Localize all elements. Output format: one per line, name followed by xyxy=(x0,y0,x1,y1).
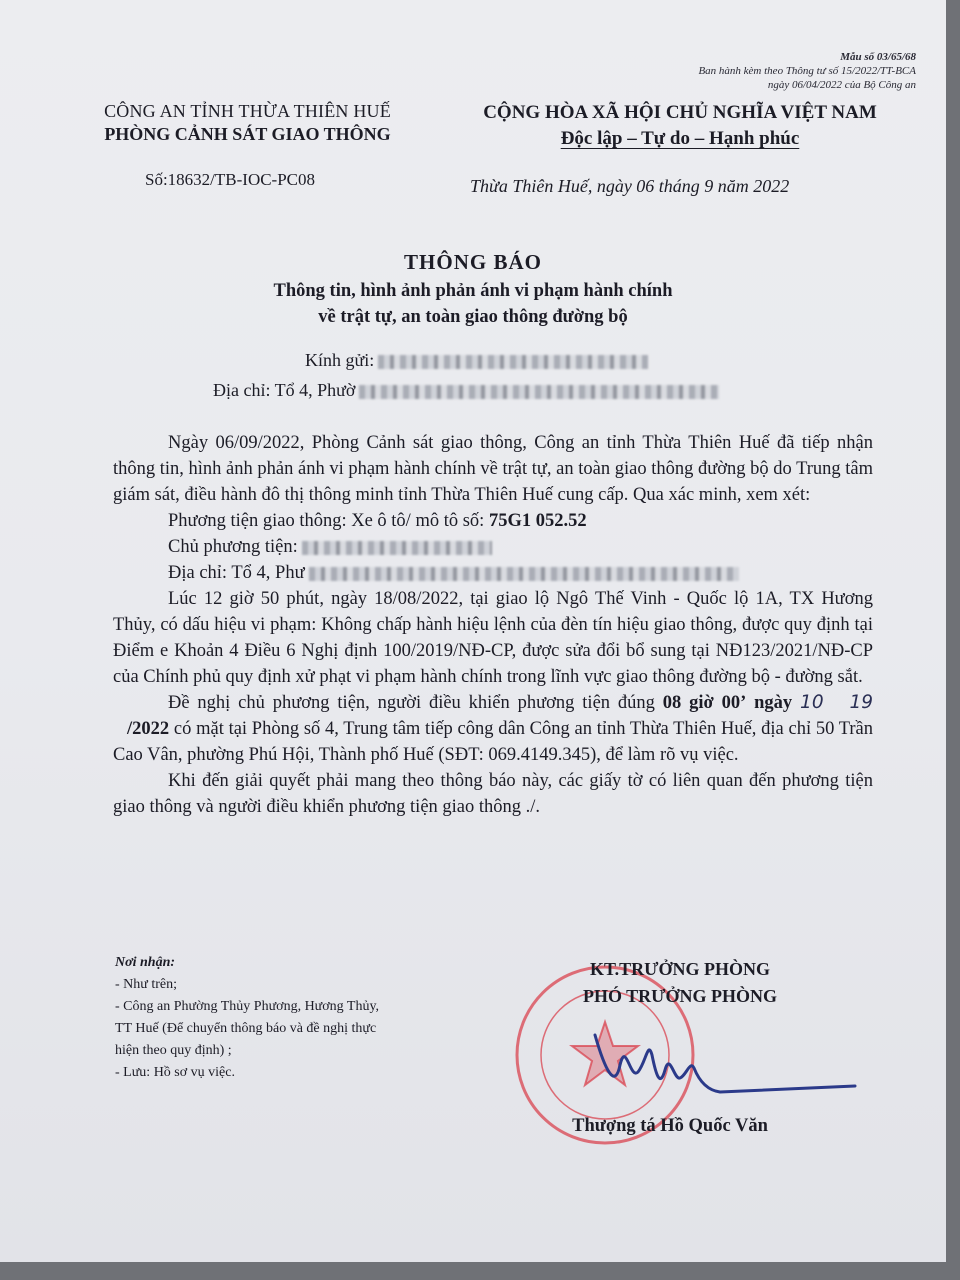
recipient-item: - Như trên; xyxy=(115,977,178,992)
subtitle-line-1: Thông tin, hình ảnh phản ánh vi phạm hành chính xyxy=(273,281,673,301)
agency-parent: CÔNG AN TỈNH THỪA THIÊN HUẾ xyxy=(104,101,391,121)
license-plate: 75G1 052.52 xyxy=(488,511,587,531)
owner-address-line xyxy=(113,560,873,586)
form-code-issued: Ban hành kèm theo Thông tư số 15/2022/TT-BCA xyxy=(698,65,916,77)
summons-rest: có mặt tại Phòng số 4, Trung tâm tiếp công dân Công an tỉnh Thừa Thiên Huế, địa chỉ 50 Trần Cao Vân, phường Phú Hội, Thành phố Huế (SĐT: 069.4149.345), để làm rõ vụ việc. xyxy=(113,719,873,765)
summons-year: /2022 xyxy=(127,719,170,739)
document-subtitle xyxy=(0,278,946,330)
signer-name: Thượng tá Hồ Quốc Văn xyxy=(572,1116,768,1136)
recipient-address-label: Địa chỉ: Tổ 4, Phườ xyxy=(213,380,356,400)
nation-name: CỘNG HÒA XÃ HỘI CHỦ NGHĨA VIỆT NAM xyxy=(483,102,877,123)
handwritten-month: 19 xyxy=(849,692,873,713)
paragraph-intro: Ngày 06/09/2022, Phòng Cảnh sát giao thông, Công an tỉnh Thừa Thiên Huế đã tiếp nhận thông tin, hình ảnh phản ánh vi phạm hành chính về trật tự, an toàn giao thông đường bộ do Trung tâm giám sát, điều hành đô thị thông minh tỉnh Thừa Thiên Huế cung cấp. Qua xác minh, xem xét: xyxy=(113,433,873,505)
national-header xyxy=(440,100,920,152)
form-code xyxy=(698,50,916,92)
handwritten-day: 10 xyxy=(800,692,824,713)
recipients-heading: Nơi nhận: xyxy=(115,955,176,970)
signature-title-1: KT.TRƯỞNG PHÒNG xyxy=(590,959,770,979)
vehicle-line xyxy=(113,508,873,534)
vehicle-label: Phương tiện giao thông: Xe ô tô/ mô tô số: xyxy=(168,511,485,531)
recipient-item: TT Huế (Để chuyển thông báo và đề nghị thực xyxy=(115,1021,377,1036)
recipient-address xyxy=(213,380,719,401)
owner-label: Chủ phương tiện: xyxy=(168,537,298,557)
place-date: Thừa Thiên Huế, ngày 06 tháng 9 năm 2022 xyxy=(470,176,790,196)
signature-title-2: PHÓ TRƯỞNG PHÒNG xyxy=(582,986,777,1006)
paragraph-violation: Lúc 12 giờ 50 phút, ngày 18/08/2022, tại giao lộ Ngô Thế Vinh - Quốc lộ 1A, TX Hương Thủy, có dấu hiệu vi phạm: Không chấp hành hiệu lệnh của đèn tín hiệu giao thông, được quy định tại Điểm e Khoản 4 Điều 6 Nghị định 100/2019/NĐ-CP, được sửa đổi bổ sung tại NĐ123/2021/NĐ-CP của Chính phủ quy định xử phạt vi phạm hành chính trong lĩnh vực giao thông đường bộ - đường sắt. xyxy=(113,589,873,687)
redacted-address xyxy=(359,385,719,399)
recipient-to xyxy=(305,350,648,371)
owner-address-label: Địa chỉ: Tổ 4, Phư xyxy=(168,563,305,583)
summons-time: 08 giờ 00’ xyxy=(662,693,747,713)
recipients-list xyxy=(115,952,379,1084)
nation-motto: Độc lập – Tự do – Hạnh phúc xyxy=(560,128,800,149)
form-code-number: Mẫu số 03/65/68 xyxy=(840,51,916,63)
form-code-date: ngày 06/04/2022 của Bộ Công an xyxy=(767,79,916,91)
handwritten-signature xyxy=(560,1010,870,1120)
recipient-to-label: Kính gửi: xyxy=(305,350,375,370)
issuing-agency xyxy=(80,100,415,146)
recipient-item: - Công an Phường Thủy Phương, Hương Thủy, xyxy=(115,999,380,1014)
document-title: THÔNG BÁO xyxy=(404,250,542,274)
summons-date-label: ngày xyxy=(754,693,793,713)
redacted-owner-address xyxy=(309,567,739,581)
owner-line xyxy=(113,534,873,560)
signature-block xyxy=(520,956,840,1010)
recipient-item: - Lưu: Hồ sơ vụ việc. xyxy=(115,1065,235,1080)
subtitle-line-2: về trật tự, an toàn giao thông đường bộ xyxy=(318,307,628,327)
summons-start: Đề nghị chủ phương tiện, người điều khiển phương tiện đúng xyxy=(168,693,655,713)
document-number: Số:18632/TB-IOC-PC08 xyxy=(145,170,316,189)
agency-department: PHÒNG CẢNH SÁT GIAO THÔNG xyxy=(104,124,391,144)
redacted-owner xyxy=(302,541,492,555)
redacted-name xyxy=(378,355,648,369)
notice-body xyxy=(113,430,873,820)
recipient-item: hiện theo quy định) ; xyxy=(115,1043,232,1058)
paragraph-requirements: Khi đến giải quyết phải mang theo thông báo này, các giấy tờ có liên quan đến phương tiện giao thông và người điều khiển phương tiện giao thông ./. xyxy=(113,771,873,817)
paragraph-summons xyxy=(113,690,873,768)
